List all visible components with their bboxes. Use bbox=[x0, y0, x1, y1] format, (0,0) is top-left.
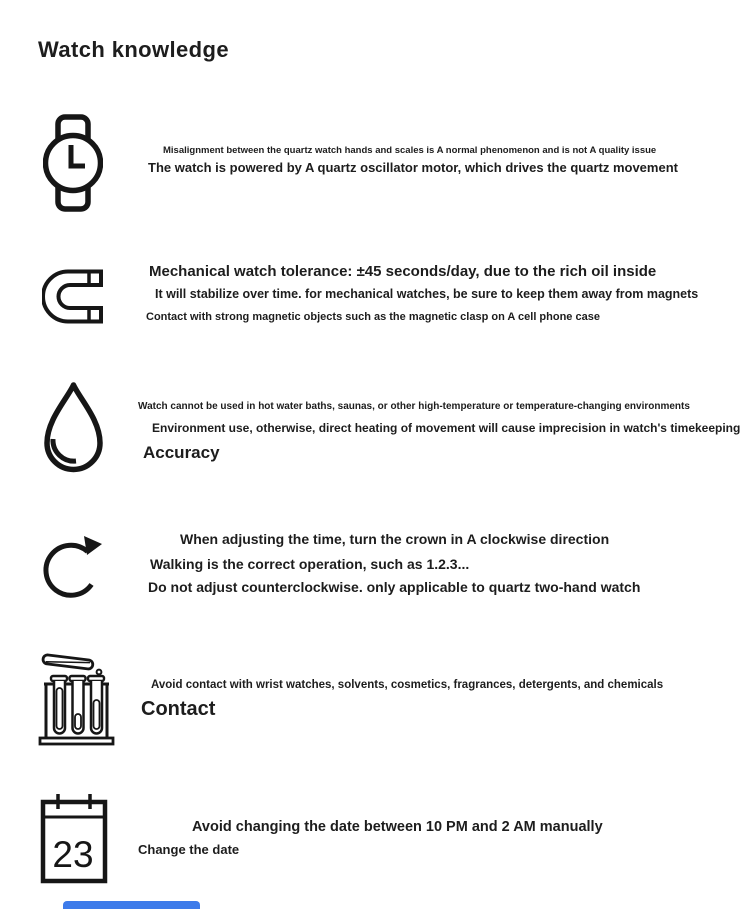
clockwise-crown-text: When adjusting the time, turn the crown in A clockwise direction bbox=[180, 531, 610, 547]
test-tubes-icon bbox=[38, 648, 115, 748]
magnet-stabilize-text: It will stabilize over time. for mechanical watches, be sure to keep them away from magnets bbox=[155, 287, 699, 301]
walking-operation-text: Walking is the correct operation, such as 1.2.3... bbox=[150, 556, 470, 572]
contact-heading: Contact bbox=[141, 698, 216, 720]
accuracy-heading: Accuracy bbox=[143, 443, 220, 462]
magnet-icon bbox=[42, 268, 105, 325]
watch-icon bbox=[43, 114, 103, 212]
counterclockwise-warning-text: Do not adjust counterclockwise. only applicable to quartz two-hand watch bbox=[148, 579, 641, 595]
water-drop-icon bbox=[40, 380, 107, 478]
avoid-date-change-text: Avoid changing the date between 10 PM and 2 AM manually bbox=[192, 819, 603, 835]
calendar-icon bbox=[40, 792, 108, 884]
calendar-day-number: 23 bbox=[52, 834, 94, 875]
heating-imprecision-text: Environment use, otherwise, direct heating of movement will cause imprecision in watch's timekeeping bbox=[152, 421, 741, 435]
magnet-tolerance-text: Mechanical watch tolerance: ±45 seconds/day, due to the rich oil inside bbox=[149, 263, 657, 280]
clockwise-arrow-icon bbox=[42, 524, 105, 609]
bottom-banner bbox=[63, 901, 200, 909]
quartz-misalignment-note: Misalignment between the quartz watch hands and scales is A normal phenomenon and is not A quality issue bbox=[163, 145, 657, 156]
hot-water-warning-note: Watch cannot be used in hot water baths, saunas, or other high-temperature or temperature-changing environments bbox=[138, 401, 690, 412]
change-date-heading: Change the date bbox=[138, 842, 240, 857]
page-title: Watch knowledge bbox=[38, 37, 229, 62]
avoid-chemicals-text: Avoid contact with wrist watches, solvents, cosmetics, fragrances, detergents, and chemicals bbox=[151, 679, 664, 691]
quartz-movement-text: The watch is powered by A quartz oscillator motor, which drives the quartz movement bbox=[148, 160, 678, 175]
magnet-contact-note: Contact with strong magnetic objects such as the magnetic clasp on A cell phone case bbox=[146, 311, 600, 323]
